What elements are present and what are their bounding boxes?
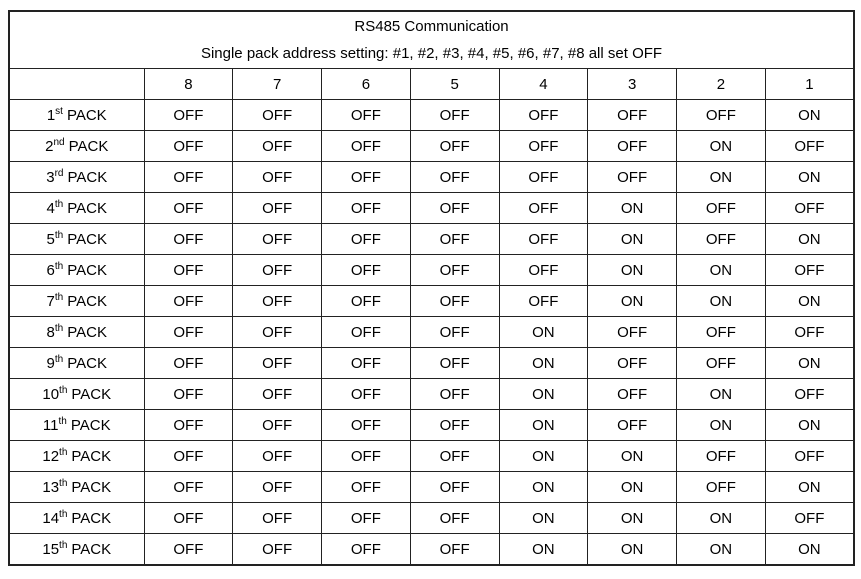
pack-number: 4 [46,199,55,217]
switch-state-cell: ON [677,534,766,566]
pack-ordinal: th [58,415,67,427]
table-row [9,503,854,534]
switch-state-cell: OFF [144,472,233,503]
switch-state-cell: OFF [322,503,411,534]
switch-state-cell: OFF [233,131,322,162]
switch-state-cell: OFF [677,441,766,472]
table-row [9,255,854,286]
switch-state-cell: ON [765,472,854,503]
table-row [9,410,854,441]
switch-state-cell: OFF [677,100,766,131]
pack-number: 15 [42,540,60,558]
switch-state-cell: OFF [233,224,322,255]
switch-state-cell: OFF [144,503,233,534]
switch-column-header: 1 [765,69,854,100]
pack-label-cell [9,224,144,255]
table-row [9,100,854,131]
pack-word: PACK [67,168,108,186]
switch-column-header: 4 [499,69,588,100]
pack-label-cell [9,534,144,566]
table-row [9,286,854,317]
switch-state-cell: OFF [765,193,854,224]
switch-state-cell: OFF [588,379,677,410]
pack-label-cell [9,131,144,162]
pack-word: PACK [67,199,107,217]
pack-ordinal: th [59,384,68,396]
switch-state-cell: OFF [144,348,233,379]
table-title: RS485 Communication [354,18,509,35]
switch-state-cell: OFF [322,162,411,193]
switch-state-cell: ON [765,162,854,193]
switch-state-cell: OFF [410,410,499,441]
switch-state-cell: OFF [233,286,322,317]
switch-state-cell: ON [677,255,766,286]
pack-label-cell [9,286,144,317]
switch-column-header: 3 [588,69,677,100]
pack-number: 14 [42,509,60,527]
switch-state-cell: OFF [588,317,677,348]
pack-word: PACK [71,478,112,496]
pack-ordinal: th [54,322,64,334]
pack-ordinal: th [54,291,64,303]
pack-word: PACK [71,509,112,527]
pack-number: 6 [46,261,55,279]
switch-state-cell: ON [677,286,766,317]
switch-state-cell: ON [588,534,677,566]
switch-state-cell: ON [677,410,766,441]
switch-state-cell: OFF [765,379,854,410]
switch-state-cell: OFF [322,100,411,131]
switch-state-cell: OFF [765,503,854,534]
switch-state-cell: ON [499,441,588,472]
switch-state-cell: ON [765,286,854,317]
switch-state-cell: ON [765,100,854,131]
switch-state-cell: OFF [410,255,499,286]
switch-state-cell: OFF [233,534,322,566]
switch-state-cell: OFF [410,348,499,379]
switch-state-cell: ON [677,503,766,534]
table-row [9,379,854,410]
pack-ordinal: th [54,229,64,241]
switch-header-row [9,69,854,100]
switch-state-cell: ON [677,379,766,410]
table-row [9,534,854,566]
switch-state-cell: OFF [410,317,499,348]
pack-label-cell [9,441,144,472]
switch-state-cell: OFF [588,131,677,162]
switch-state-cell: OFF [410,193,499,224]
pack-number: 1 [46,106,56,124]
switch-state-cell: OFF [322,410,411,441]
switch-state-cell: OFF [322,255,411,286]
pack-ordinal: rd [54,167,64,179]
switch-state-cell: OFF [322,534,411,566]
pack-number: 2 [45,137,54,155]
switch-state-cell: OFF [765,131,854,162]
table-row [9,162,854,193]
switch-state-cell: OFF [233,410,322,441]
switch-state-cell: ON [588,255,677,286]
switch-state-cell: OFF [765,255,854,286]
pack-label-cell [9,162,144,193]
switch-state-cell: ON [499,348,588,379]
switch-column-header: 7 [233,69,322,100]
pack-ordinal: st [55,105,63,117]
switch-state-cell: OFF [410,131,499,162]
switch-state-cell: OFF [677,348,766,379]
title-cell [9,11,854,69]
table-row [9,131,854,162]
switch-state-cell: OFF [144,255,233,286]
corner-cell [9,69,144,100]
pack-number: 11 [42,416,59,434]
switch-state-cell: OFF [765,441,854,472]
switch-state-cell: ON [588,503,677,534]
pack-label-cell [9,472,144,503]
table-row [9,441,854,472]
rs485-dip-switch-table [8,10,855,566]
switch-state-cell: ON [499,472,588,503]
pack-word: PACK [67,230,107,248]
pack-number: 13 [42,478,60,496]
pack-label-cell [9,255,144,286]
switch-state-cell: OFF [144,193,233,224]
pack-ordinal: nd [53,136,65,148]
pack-ordinal: th [59,539,68,551]
switch-state-cell: OFF [322,472,411,503]
pack-ordinal: th [59,508,68,520]
pack-label-cell [9,100,144,131]
switch-state-cell: OFF [499,255,588,286]
switch-state-cell: ON [588,441,677,472]
switch-state-cell: OFF [233,317,322,348]
pack-label-cell [9,379,144,410]
switch-column-header: 2 [677,69,766,100]
switch-state-cell: ON [765,534,854,566]
pack-number: 5 [46,230,55,248]
pack-word: PACK [67,292,107,310]
switch-state-cell: OFF [677,472,766,503]
switch-state-cell: OFF [233,100,322,131]
switch-state-cell: OFF [144,317,233,348]
switch-state-cell: ON [765,224,854,255]
switch-state-cell: OFF [588,410,677,441]
switch-state-cell: ON [588,224,677,255]
title-row [9,11,854,69]
switch-state-cell: OFF [410,100,499,131]
switch-state-cell: ON [588,286,677,317]
pack-label-cell [9,317,144,348]
switch-state-cell: OFF [144,534,233,566]
switch-state-cell: OFF [233,472,322,503]
switch-state-cell: OFF [144,410,233,441]
switch-state-cell: OFF [410,441,499,472]
switch-state-cell: OFF [410,534,499,566]
switch-state-cell: OFF [410,379,499,410]
pack-number: 9 [46,354,55,372]
switch-state-cell: OFF [144,286,233,317]
switch-state-cell: OFF [233,348,322,379]
switch-state-cell: ON [765,348,854,379]
pack-label-cell [9,410,144,441]
switch-state-cell: OFF [499,100,588,131]
switch-state-cell: OFF [410,472,499,503]
switch-state-cell: OFF [322,317,411,348]
table-row [9,193,854,224]
pack-ordinal: th [59,446,68,458]
pack-ordinal: th [54,260,64,272]
pack-ordinal: th [59,477,68,489]
switch-state-cell: OFF [144,131,233,162]
pack-number: 7 [46,292,55,310]
table-row [9,317,854,348]
pack-word: PACK [67,323,107,341]
switch-state-cell: OFF [233,162,322,193]
switch-state-cell: OFF [499,131,588,162]
switch-state-cell: OFF [410,503,499,534]
switch-state-cell: OFF [588,100,677,131]
switch-state-cell: OFF [322,379,411,410]
switch-state-cell: OFF [410,224,499,255]
switch-state-cell: OFF [677,224,766,255]
switch-state-cell: ON [499,317,588,348]
switch-state-cell: OFF [499,286,588,317]
switch-state-cell: OFF [322,441,411,472]
switch-state-cell: ON [499,410,588,441]
switch-state-cell: OFF [322,224,411,255]
pack-word: PACK [70,416,111,434]
switch-state-cell: OFF [410,162,499,193]
switch-state-cell: OFF [322,131,411,162]
pack-number: 8 [46,323,55,341]
switch-state-cell: ON [765,410,854,441]
switch-column-header: 5 [410,69,499,100]
switch-state-cell: OFF [233,193,322,224]
switch-state-cell: OFF [144,162,233,193]
switch-state-cell: ON [677,162,766,193]
switch-state-cell: OFF [144,224,233,255]
table-subtitle: Single pack address setting: #1, #2, #3, #4, #5, #6, #7, #8 all set OFF [200,45,663,62]
pack-label-cell [9,193,144,224]
pack-ordinal: th [54,198,64,210]
switch-state-cell: OFF [677,317,766,348]
pack-word: PACK [66,106,107,124]
pack-number: 10 [42,385,60,403]
switch-state-cell: OFF [322,348,411,379]
switch-state-cell: OFF [322,286,411,317]
pack-rows [9,100,854,566]
switch-state-cell: OFF [322,193,411,224]
pack-word: PACK [67,261,107,279]
pack-label-cell [9,503,144,534]
pack-word: PACK [67,354,107,372]
pack-word: PACK [71,385,112,403]
switch-state-cell: OFF [410,286,499,317]
switch-state-cell: OFF [233,255,322,286]
switch-state-cell: ON [499,503,588,534]
switch-state-cell: OFF [233,441,322,472]
switch-state-cell: OFF [144,441,233,472]
pack-word: PACK [71,447,112,465]
switch-state-cell: OFF [233,379,322,410]
table-row [9,348,854,379]
switch-state-cell: OFF [233,503,322,534]
switch-state-cell: OFF [588,348,677,379]
switch-state-cell: ON [677,131,766,162]
switch-state-cell: OFF [765,317,854,348]
pack-number: 3 [46,168,55,186]
switch-state-cell: OFF [588,162,677,193]
pack-word: PACK [71,540,112,558]
switch-column-header: 6 [322,69,411,100]
pack-ordinal: th [54,353,64,365]
table-row [9,224,854,255]
pack-word: PACK [68,137,109,155]
switch-state-cell: OFF [499,224,588,255]
switch-state-cell: ON [588,193,677,224]
switch-column-header: 8 [144,69,233,100]
switch-state-cell: ON [588,472,677,503]
switch-state-cell: OFF [677,193,766,224]
switch-state-cell: OFF [144,379,233,410]
switch-state-cell: OFF [499,162,588,193]
switch-state-cell: OFF [499,193,588,224]
switch-state-cell: OFF [144,100,233,131]
switch-state-cell: ON [499,379,588,410]
pack-label-cell [9,348,144,379]
table-row [9,472,854,503]
switch-state-cell: ON [499,534,588,566]
pack-number: 12 [42,447,60,465]
